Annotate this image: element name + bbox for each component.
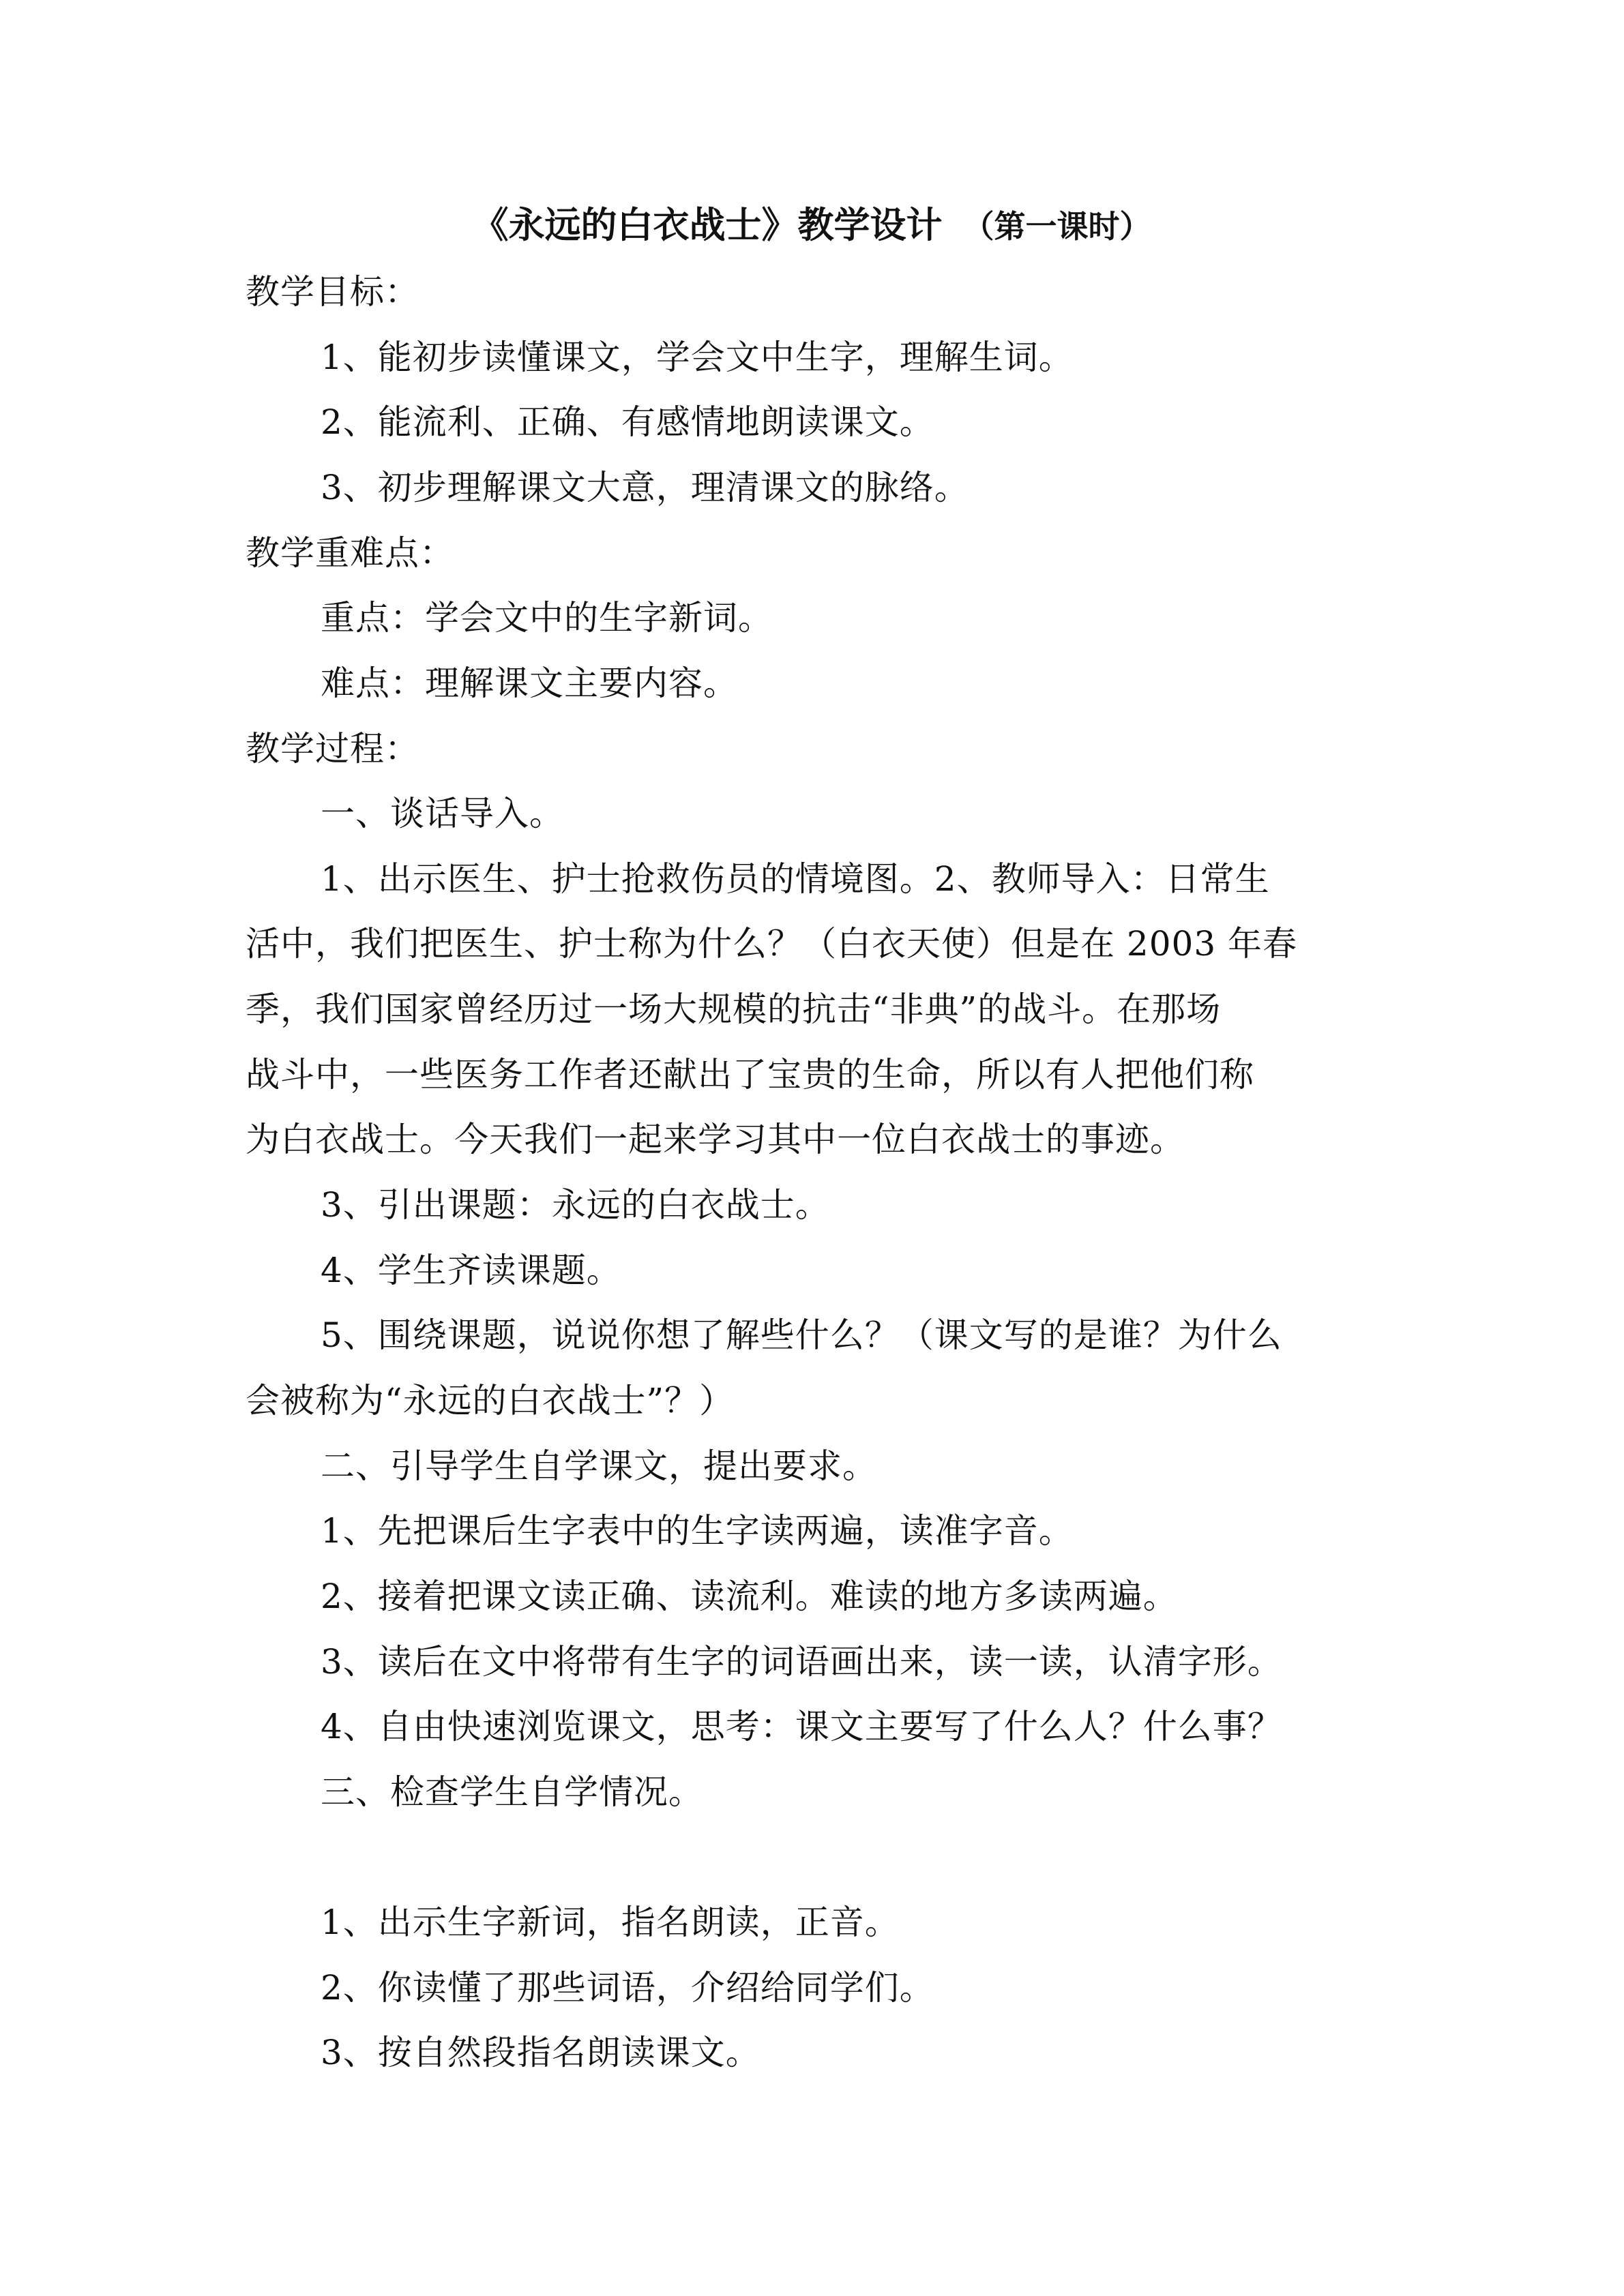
intro-item-4: 4、学生齐读课题。 bbox=[321, 1251, 621, 1290]
paragraph-line: 战斗中，一些医务工作者还献出了宝贵的生命，所以有人把他们称 bbox=[246, 1055, 1254, 1094]
step-heading-check: 三、检查学生自学情况。 bbox=[321, 1772, 703, 1812]
goal-item-1: 1、能初步读懂课文，学会文中生字，理解生词。 bbox=[321, 338, 1074, 377]
check-item-1: 1、出示生字新词，指名朗读，正音。 bbox=[321, 1903, 900, 1942]
intro-item-3: 3、引出课题：永远的白衣战士。 bbox=[321, 1185, 830, 1225]
intro-item-5: 5、围绕课题，说说你想了解些什么？（课文写的是谁？为什么 bbox=[321, 1315, 1282, 1355]
paragraph-line: 季，我们国家曾经历过一场大规模的抗击“非典”的战斗。在那场 bbox=[246, 989, 1222, 1029]
key-point-difficulty: 难点：理解课文主要内容。 bbox=[321, 664, 738, 703]
section-heading-key-points: 教学重难点： bbox=[246, 533, 454, 573]
step-heading-self-study: 二、引导学生自学课文，提出要求。 bbox=[321, 1446, 877, 1486]
title-subtitle: （第一课时） bbox=[962, 208, 1151, 245]
self-study-item-4: 4、自由快速浏览课文，思考：课文主要写了什么人？什么事？ bbox=[321, 1707, 1282, 1746]
section-heading-process: 教学过程： bbox=[246, 729, 419, 769]
check-item-2: 2、你读懂了那些词语，介绍给同学们。 bbox=[321, 1968, 934, 2008]
step-heading-intro: 一、谈话导入。 bbox=[321, 794, 564, 833]
paragraph-line: 会被称为“永远的白衣战士”？） bbox=[246, 1381, 735, 1420]
self-study-item-3: 3、读后在文中将带有生字的词语画出来，读一读，认清字形。 bbox=[321, 1642, 1282, 1682]
key-point-focus: 重点：学会文中的生字新词。 bbox=[321, 598, 773, 638]
check-item-3: 3、按自然段指名朗读课文。 bbox=[321, 2033, 761, 2072]
self-study-item-1: 1、先把课后生字表中的生字读两遍，读准字音。 bbox=[321, 1511, 1074, 1551]
goal-item-3: 3、初步理解课文大意，理清课文的脉络。 bbox=[321, 468, 969, 507]
title-text: 《永远的白衣战士》教学设计 bbox=[472, 204, 943, 246]
goal-item-2: 2、能流利、正确、有感情地朗读课文。 bbox=[321, 402, 934, 442]
paragraph-line: 活中，我们把医生、护士称为什么？（白衣天使）但是在 2003 年春 bbox=[246, 924, 1298, 964]
paragraph-line: 1、出示医生、护士抢救伤员的情境图。2、教师导入：日常生 bbox=[321, 859, 1270, 899]
section-heading-goals: 教学目标： bbox=[246, 272, 419, 312]
document-title bbox=[246, 198, 1378, 254]
self-study-item-2: 2、接着把课文读正确、读流利。难读的地方多读两遍。 bbox=[321, 1577, 1178, 1616]
paragraph-line: 为白衣战士。今天我们一起来学习其中一位白衣战士的事迹。 bbox=[246, 1120, 1185, 1159]
